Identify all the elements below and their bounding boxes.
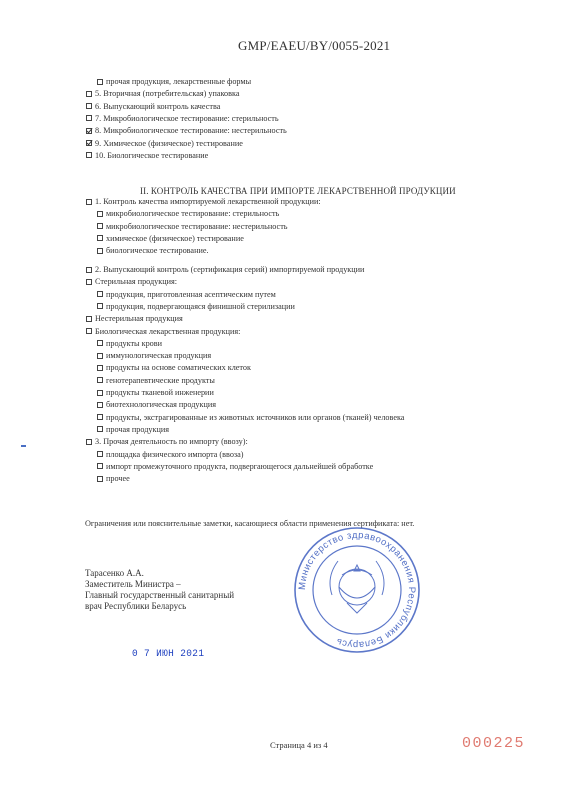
checkbox-empty-icon[interactable] xyxy=(97,291,103,297)
checklist-label: 9. Химическое (физическое) тестирование xyxy=(95,138,243,148)
checklist-row xyxy=(86,89,240,99)
checklist-label: 10. Биологическое тестирование xyxy=(95,150,209,160)
checkbox-empty-icon[interactable] xyxy=(86,152,92,158)
checklist-row xyxy=(97,77,251,87)
checkbox-checked-icon[interactable] xyxy=(86,128,92,134)
checkbox-empty-icon[interactable] xyxy=(86,267,92,273)
checklist-row xyxy=(97,339,162,349)
checklist-row xyxy=(86,277,177,287)
checklist-row xyxy=(97,234,244,244)
svg-text:Министерство здравоохранения Р: Министерство здравоохранения Республики Беларусь xyxy=(296,529,418,651)
checkbox-empty-icon[interactable] xyxy=(86,91,92,97)
signer-title-3: врач Республики Беларусь xyxy=(85,601,187,611)
checklist-label: 7. Микробиологическое тестирование: стерильность xyxy=(95,113,279,123)
checklist-row xyxy=(97,450,244,460)
checklist-row xyxy=(86,102,220,112)
checklist-row xyxy=(97,290,276,300)
checklist-label: продукты тканевой инженерии xyxy=(106,388,214,397)
checklist-row xyxy=(86,114,279,124)
checkbox-empty-icon[interactable] xyxy=(97,402,103,408)
checkbox-checked-icon[interactable] xyxy=(86,140,92,146)
checklist-row xyxy=(86,265,364,275)
checkbox-empty-icon[interactable] xyxy=(86,316,92,322)
checklist-label: 5. Вторичная (потребительская) упаковка xyxy=(95,89,240,99)
checkbox-empty-icon[interactable] xyxy=(86,279,92,285)
signer-title-1: Заместитель Министра – xyxy=(85,579,181,589)
checklist-label: продукция, приготовленная асептическим путем xyxy=(106,289,276,299)
checklist-row xyxy=(97,351,211,361)
checkbox-empty-icon[interactable] xyxy=(86,115,92,121)
checkbox-empty-icon[interactable] xyxy=(97,223,103,229)
checklist-label: продукция, подвергающаяся финишной стерилизации xyxy=(106,301,295,311)
checklist-label: прочая продукция xyxy=(106,424,170,434)
checklist-row xyxy=(97,425,169,435)
checkbox-empty-icon[interactable] xyxy=(97,451,103,457)
checklist-label: микробиологическое тестирование: нестерильность xyxy=(106,221,288,231)
checkbox-empty-icon[interactable] xyxy=(97,390,103,396)
section-title: II. КОНТРОЛЬ КАЧЕСТВА ПРИ ИМПОРТЕ ЛЕКАРСТВЕННОЙ ПРОДУКЦИИ xyxy=(140,186,456,196)
checkbox-empty-icon[interactable] xyxy=(86,439,92,445)
checklist-label: площадка физического импорта (ввоза) xyxy=(106,449,244,459)
checklist-row xyxy=(97,209,279,219)
margin-mark xyxy=(21,445,26,447)
checkbox-empty-icon[interactable] xyxy=(97,476,103,482)
checklist-label: прочее xyxy=(106,474,130,484)
serial-number: 000225 xyxy=(462,735,526,752)
checkbox-empty-icon[interactable] xyxy=(86,328,92,334)
checklist-row xyxy=(86,151,208,161)
checklist-label: химическое (физическое) тестирование xyxy=(106,233,244,243)
checklist-row xyxy=(97,474,130,484)
checklist-row xyxy=(97,376,215,386)
checklist-row xyxy=(97,400,216,410)
checkbox-empty-icon[interactable] xyxy=(97,303,103,309)
checklist-row xyxy=(86,139,243,149)
checklist-label: 6. Выпускающий контроль качества xyxy=(95,101,221,111)
checklist-label: Стерильная продукция: xyxy=(95,277,178,287)
checkbox-empty-icon[interactable] xyxy=(97,235,103,241)
signer-name: Тарасенко А.А. xyxy=(85,568,144,578)
checklist-row xyxy=(86,126,287,136)
checkbox-empty-icon[interactable] xyxy=(97,426,103,432)
checklist-label: биотехнологическая продукция xyxy=(106,400,217,410)
checklist-label: биологическое тестирование. xyxy=(106,246,209,256)
checkbox-empty-icon[interactable] xyxy=(97,365,103,371)
checklist-label: 2. Выпускающий контроль (сертификация серий) импортируемой продукции xyxy=(95,265,365,274)
checklist-row xyxy=(97,222,288,232)
checklist-label: Нестерильная продукция xyxy=(95,314,183,324)
checkbox-empty-icon[interactable] xyxy=(97,353,103,359)
checklist-label: 8. Микробиологическое тестирование: нестерильность xyxy=(95,126,287,136)
checklist-row xyxy=(97,388,214,398)
checklist-row xyxy=(86,314,183,324)
checklist-label: иммунологическая продукция xyxy=(106,351,212,361)
checklist-label: продукты крови xyxy=(106,338,163,348)
checklist-label: 1. Контроль качества импортируемой лекарственной продукции: xyxy=(95,197,321,206)
checklist-row xyxy=(86,197,321,207)
checkbox-empty-icon[interactable] xyxy=(97,79,103,85)
official-seal-icon xyxy=(292,525,422,655)
checkbox-empty-icon[interactable] xyxy=(97,340,103,346)
checklist-label: прочая продукция, лекарственные формы xyxy=(106,77,252,86)
checklist-row xyxy=(86,327,240,337)
checkbox-empty-icon[interactable] xyxy=(97,377,103,383)
checklist-label: продукты, экстрагированные из животных источников или органов (тканей) человека xyxy=(106,412,405,422)
checklist-row xyxy=(86,437,248,447)
checklist-row xyxy=(97,302,295,312)
checklist-label: Биологическая лекарственная продукция: xyxy=(95,326,241,336)
checkbox-empty-icon[interactable] xyxy=(97,248,103,254)
checklist-label: продукты на основе соматических клеток xyxy=(106,363,251,373)
checklist-row xyxy=(97,413,404,423)
certificate-code: GMP/EAEU/BY/0055-2021 xyxy=(238,38,391,53)
checkbox-empty-icon[interactable] xyxy=(97,211,103,217)
checkbox-empty-icon[interactable] xyxy=(97,414,103,420)
checklist-label: 3. Прочая деятельность по импорту (ввозу): xyxy=(95,437,248,447)
signer-block xyxy=(85,568,234,612)
checklist-label: импорт промежуточного продукта, подвергающегося дальнейшей обработке xyxy=(106,461,374,471)
checkbox-empty-icon[interactable] xyxy=(86,103,92,109)
checklist-row xyxy=(97,246,209,256)
checkbox-empty-icon[interactable] xyxy=(97,463,103,469)
checklist-label: генотерапевтические продукты xyxy=(106,375,215,385)
checklist-row xyxy=(97,462,373,472)
signer-title-2: Главный государственный санитарный xyxy=(85,590,235,600)
checklist-label: микробиологическое тестирование: стерильность xyxy=(106,209,280,219)
page-number: Страница 4 из 4 xyxy=(270,740,328,750)
restrictions-note: Ограничения или пояснительные заметки, касающиеся области применения сертификата: нет. xyxy=(85,519,415,528)
checklist-row xyxy=(97,363,251,373)
date-stamp: 0 7 ИЮН 2021 xyxy=(132,648,205,660)
checkbox-empty-icon[interactable] xyxy=(86,199,92,205)
